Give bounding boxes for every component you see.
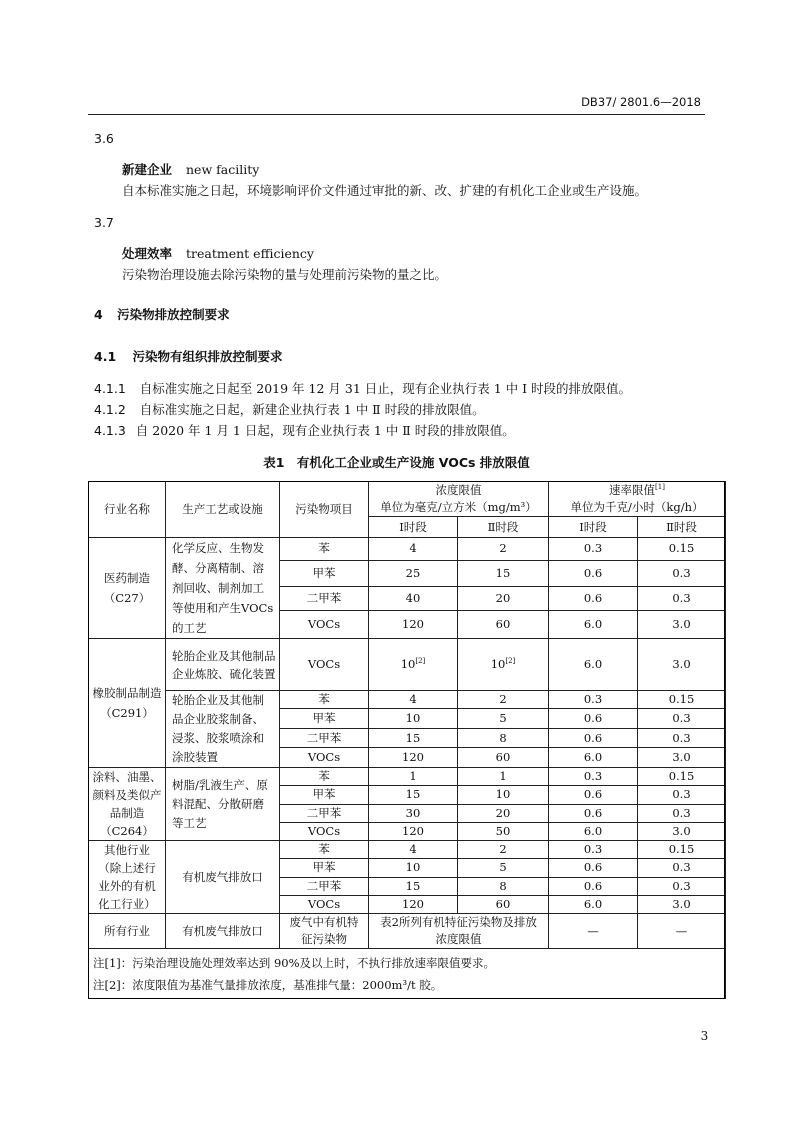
rate-ii-cell: 0.3 — [638, 709, 726, 729]
note-2-text: 浓度限值为基准气量排放浓度，基准排气量：2000m³/t 胶。 — [132, 977, 443, 992]
rate-ii-cell: 0.3 — [638, 728, 726, 748]
clause-4-1-3 — [94, 421, 515, 439]
pollutant-cell: 苯 — [280, 768, 369, 786]
note-ref-2: [2] — [415, 657, 426, 666]
rate-ii-cell: 0.3 — [638, 786, 726, 804]
section-title: 污染物排放控制要求 — [117, 307, 230, 322]
process-cell: 有机废气排放口 — [166, 914, 280, 949]
pollutant-cell: VOCs — [280, 822, 369, 840]
conc-i-cell: 15 — [369, 786, 458, 804]
conc-ii-cell: 15 — [458, 560, 549, 586]
industry-cell: 橡胶制品制造（C291） — [89, 639, 166, 768]
header-rate — [549, 482, 726, 517]
conc-i-cell: 120 — [369, 895, 458, 913]
conc-i-cell: 15 — [369, 877, 458, 895]
conc-ii-cell: 5 — [458, 709, 549, 729]
industry-cell: 涂料、油墨、颜料及类似产品制造（C264） — [89, 768, 166, 841]
rate-i-cell: 0.3 — [549, 538, 638, 561]
note-2-mark: 注[2]： — [93, 977, 133, 992]
pollutant-cell: VOCs — [280, 611, 369, 639]
rate-i-cell: 6.0 — [549, 748, 638, 768]
rate-unit: 单位为千克/小时（kg/h） — [570, 500, 704, 514]
conc-ii-cell: 2 — [458, 841, 549, 859]
pollutant-cell: 苯 — [280, 691, 369, 709]
section-title: 污染物有组织排放控制要求 — [132, 349, 283, 364]
clause-text: 自 2020 年 1 月 1 日起，现有企业执行表 1 中 Ⅱ 时段的排放限值。 — [135, 423, 515, 438]
rate-ii-cell: 3.0 — [638, 748, 726, 768]
period-i-rate: Ⅰ时段 — [549, 517, 638, 538]
rate-ii-cell: 0.15 — [638, 538, 726, 561]
section-number: 4.1 — [94, 349, 117, 364]
rate-i-cell: 0.6 — [549, 804, 638, 822]
note-ref-2: [2] — [505, 657, 516, 666]
rate-ii-cell: 3.0 — [638, 639, 726, 691]
rate-i-cell: 6.0 — [549, 639, 638, 691]
period-ii-conc: Ⅱ时段 — [458, 517, 549, 538]
conc-i-cell: 4 — [369, 691, 458, 709]
table-row — [89, 914, 726, 949]
rate-i-cell: 0.3 — [549, 691, 638, 709]
conc-i-cell: 10 — [369, 859, 458, 877]
clause-number: 4.1.1 — [94, 381, 126, 396]
table-row — [89, 768, 726, 786]
conc-ii-cell: 20 — [458, 587, 549, 611]
rate-i-cell: 0.6 — [549, 709, 638, 729]
conc-i-cell: 10 — [369, 709, 458, 729]
header-pollutant: 污染物项目 — [280, 482, 369, 538]
note-1 — [93, 952, 721, 974]
conc-i-cell: 30 — [369, 804, 458, 822]
conc-i-cell — [369, 639, 458, 691]
note-2 — [93, 974, 721, 996]
rate-ii-cell: — — [638, 914, 726, 949]
pollutant-cell: 二甲苯 — [280, 728, 369, 748]
period-i-conc: Ⅰ时段 — [369, 517, 458, 538]
table-row — [89, 538, 726, 561]
pollutant-cell: 二甲苯 — [280, 587, 369, 611]
process-cell: 化学反应、生物发酵、分离精制、溶剂回收、制剂加工等使用和产生VOCs的工艺 — [166, 538, 280, 639]
section-number: 4 — [94, 307, 103, 322]
section-4-heading — [94, 305, 230, 323]
conc-ii-cell: 60 — [458, 748, 549, 768]
rate-i-cell: 0.6 — [549, 877, 638, 895]
header-rule — [88, 114, 705, 115]
pollutant-cell: 甲苯 — [280, 786, 369, 804]
industry-cell: 医药制造（C27） — [89, 538, 166, 639]
rate-i-cell: 0.6 — [549, 728, 638, 748]
note-ref-1: [1] — [655, 483, 665, 492]
pollutant-cell: 甲苯 — [280, 859, 369, 877]
header-process: 生产工艺或设施 — [166, 482, 280, 538]
conc-ii-cell: 60 — [458, 895, 549, 913]
rate-ii-cell: 0.15 — [638, 768, 726, 786]
clause-number: 4.1.3 — [94, 423, 126, 438]
header-concentration — [369, 482, 549, 517]
conc-ii-cell: 20 — [458, 804, 549, 822]
conc-i-cell: 4 — [369, 538, 458, 561]
conc-i-cell: 120 — [369, 748, 458, 768]
conc-ii-cell: 8 — [458, 728, 549, 748]
industry-cell: 所有行业 — [89, 914, 166, 949]
header-industry: 行业名称 — [89, 482, 166, 538]
concentration-unit: 单位为毫克/立方米（mg/m³） — [380, 500, 537, 514]
rate-i-cell: 0.3 — [549, 768, 638, 786]
rate-ii-cell: 3.0 — [638, 895, 726, 913]
note-1-mark: 注[1]： — [93, 955, 133, 970]
conc-ii-cell — [458, 639, 549, 691]
term-en: treatment efficiency — [186, 246, 314, 261]
section-3-6-number: 3.6 — [94, 131, 114, 146]
pollutant-cell: 二甲苯 — [280, 877, 369, 895]
conc-i-cell: 120 — [369, 822, 458, 840]
clause-text: 自标准实施之日起至 2019 年 12 月 31 日止，现有企业执行表 1 中 Ⅰ 时段的排放限值。 — [139, 381, 632, 396]
table-row — [89, 639, 726, 691]
rate-ii-cell: 0.3 — [638, 877, 726, 895]
conc-i-cell: 15 — [369, 728, 458, 748]
rate-ii-cell: 0.15 — [638, 841, 726, 859]
concentration-label: 浓度限值 — [435, 483, 482, 497]
conc-ii-cell: 2 — [458, 691, 549, 709]
pollutant-cell: VOCs — [280, 748, 369, 768]
rate-ii-cell: 0.3 — [638, 560, 726, 586]
rate-i-cell: 0.6 — [549, 859, 638, 877]
emission-limits-table — [88, 481, 726, 999]
pollutant-cell: VOCs — [280, 639, 369, 691]
section-4-1-heading — [94, 347, 283, 365]
conc-ii-cell: 5 — [458, 859, 549, 877]
rate-i-cell: 6.0 — [549, 822, 638, 840]
conc-i-cell: 40 — [369, 587, 458, 611]
clause-4-1-1 — [94, 379, 631, 397]
rate-i-cell: 6.0 — [549, 611, 638, 639]
pollutant-cell: VOCs — [280, 895, 369, 913]
rate-i-cell: 0.6 — [549, 587, 638, 611]
table-notes-row — [89, 949, 726, 999]
conc-i-cell: 4 — [369, 841, 458, 859]
section-3-6-definition: 自本标准实施之日起，环境影响评价文件通过审批的新、改、扩建的有机化工企业或生产设施。 — [122, 183, 648, 198]
pollutant-cell: 二甲苯 — [280, 804, 369, 822]
term-cn: 新建企业 — [122, 162, 173, 177]
table-header-row — [89, 482, 726, 517]
rate-ii-cell: 3.0 — [638, 822, 726, 840]
rate-i-cell: 0.6 — [549, 560, 638, 586]
rate-label — [551, 482, 723, 499]
table-notes — [89, 949, 726, 999]
conc-ii-cell: 1 — [458, 768, 549, 786]
pollutant-cell: 苯 — [280, 841, 369, 859]
conc-ii-cell: 8 — [458, 877, 549, 895]
rate-i-cell: 0.3 — [549, 841, 638, 859]
conc-i-cell: 120 — [369, 611, 458, 639]
process-cell: 树脂/乳液生产、原料混配、分散研磨等工艺 — [166, 768, 280, 841]
conc-ii-cell: 60 — [458, 611, 549, 639]
clause-number: 4.1.2 — [94, 402, 126, 417]
conc-ii-cell: 50 — [458, 822, 549, 840]
industry-cell: 其他行业（除上述行业外的有机化工行业） — [89, 841, 166, 914]
period-ii-rate: Ⅱ时段 — [638, 517, 726, 538]
rate-ii-cell: 0.3 — [638, 859, 726, 877]
term-cn: 处理效率 — [122, 246, 173, 261]
conc-value: 10 — [490, 657, 506, 671]
table-caption: 表1 有机化工企业或生产设施 VOCs 排放限值 — [263, 455, 530, 470]
pollutant-cell: 苯 — [280, 538, 369, 561]
section-3-7-term — [122, 244, 314, 262]
standard-code: DB37/ 2801.6—2018 — [581, 95, 701, 109]
conc-ii-cell: 2 — [458, 538, 549, 561]
rate-i-cell: 0.6 — [549, 786, 638, 804]
rate-ii-cell: 0.15 — [638, 691, 726, 709]
page-number: 3 — [700, 1029, 709, 1043]
rate-ii-cell: 0.3 — [638, 804, 726, 822]
term-en: new facility — [186, 162, 260, 177]
process-cell: 轮胎企业及其他制品企业炼胶、硫化装置 — [166, 639, 280, 691]
table-row — [89, 691, 726, 709]
process-cell: 轮胎企业及其他制品企业胶浆制备、浸浆、胶浆喷涂和涂胶装置 — [166, 691, 280, 768]
rate-label-text: 速率限值 — [609, 483, 656, 497]
clause-text: 自标准实施之日起，新建企业执行表 1 中 Ⅱ 时段的排放限值。 — [139, 402, 485, 417]
clause-4-1-2 — [94, 400, 485, 418]
table-row — [89, 841, 726, 859]
rate-ii-cell: 0.3 — [638, 587, 726, 611]
section-3-7-number: 3.7 — [94, 215, 114, 230]
pollutant-cell: 甲苯 — [280, 709, 369, 729]
rate-i-cell: — — [549, 914, 638, 949]
conc-i-cell: 25 — [369, 560, 458, 586]
conc-value: 10 — [400, 657, 416, 671]
rate-ii-cell: 3.0 — [638, 611, 726, 639]
conc-i-cell: 1 — [369, 768, 458, 786]
pollutant-cell: 甲苯 — [280, 560, 369, 586]
process-cell: 有机废气排放口 — [166, 841, 280, 914]
conc-ii-cell: 10 — [458, 786, 549, 804]
pollutant-cell: 废气中有机特征污染物 — [280, 914, 369, 949]
conc-cell: 表2所列有机特征污染物及排放浓度限值 — [369, 914, 549, 949]
note-1-text: 污染治理设施处理效率达到 90%及以上时，不执行排放速率限值要求。 — [132, 955, 496, 970]
rate-i-cell: 6.0 — [549, 895, 638, 913]
section-3-7-definition: 污染物治理设施去除污染物的量与处理前污染物的量之比。 — [122, 267, 448, 282]
section-3-6-term — [122, 160, 259, 178]
